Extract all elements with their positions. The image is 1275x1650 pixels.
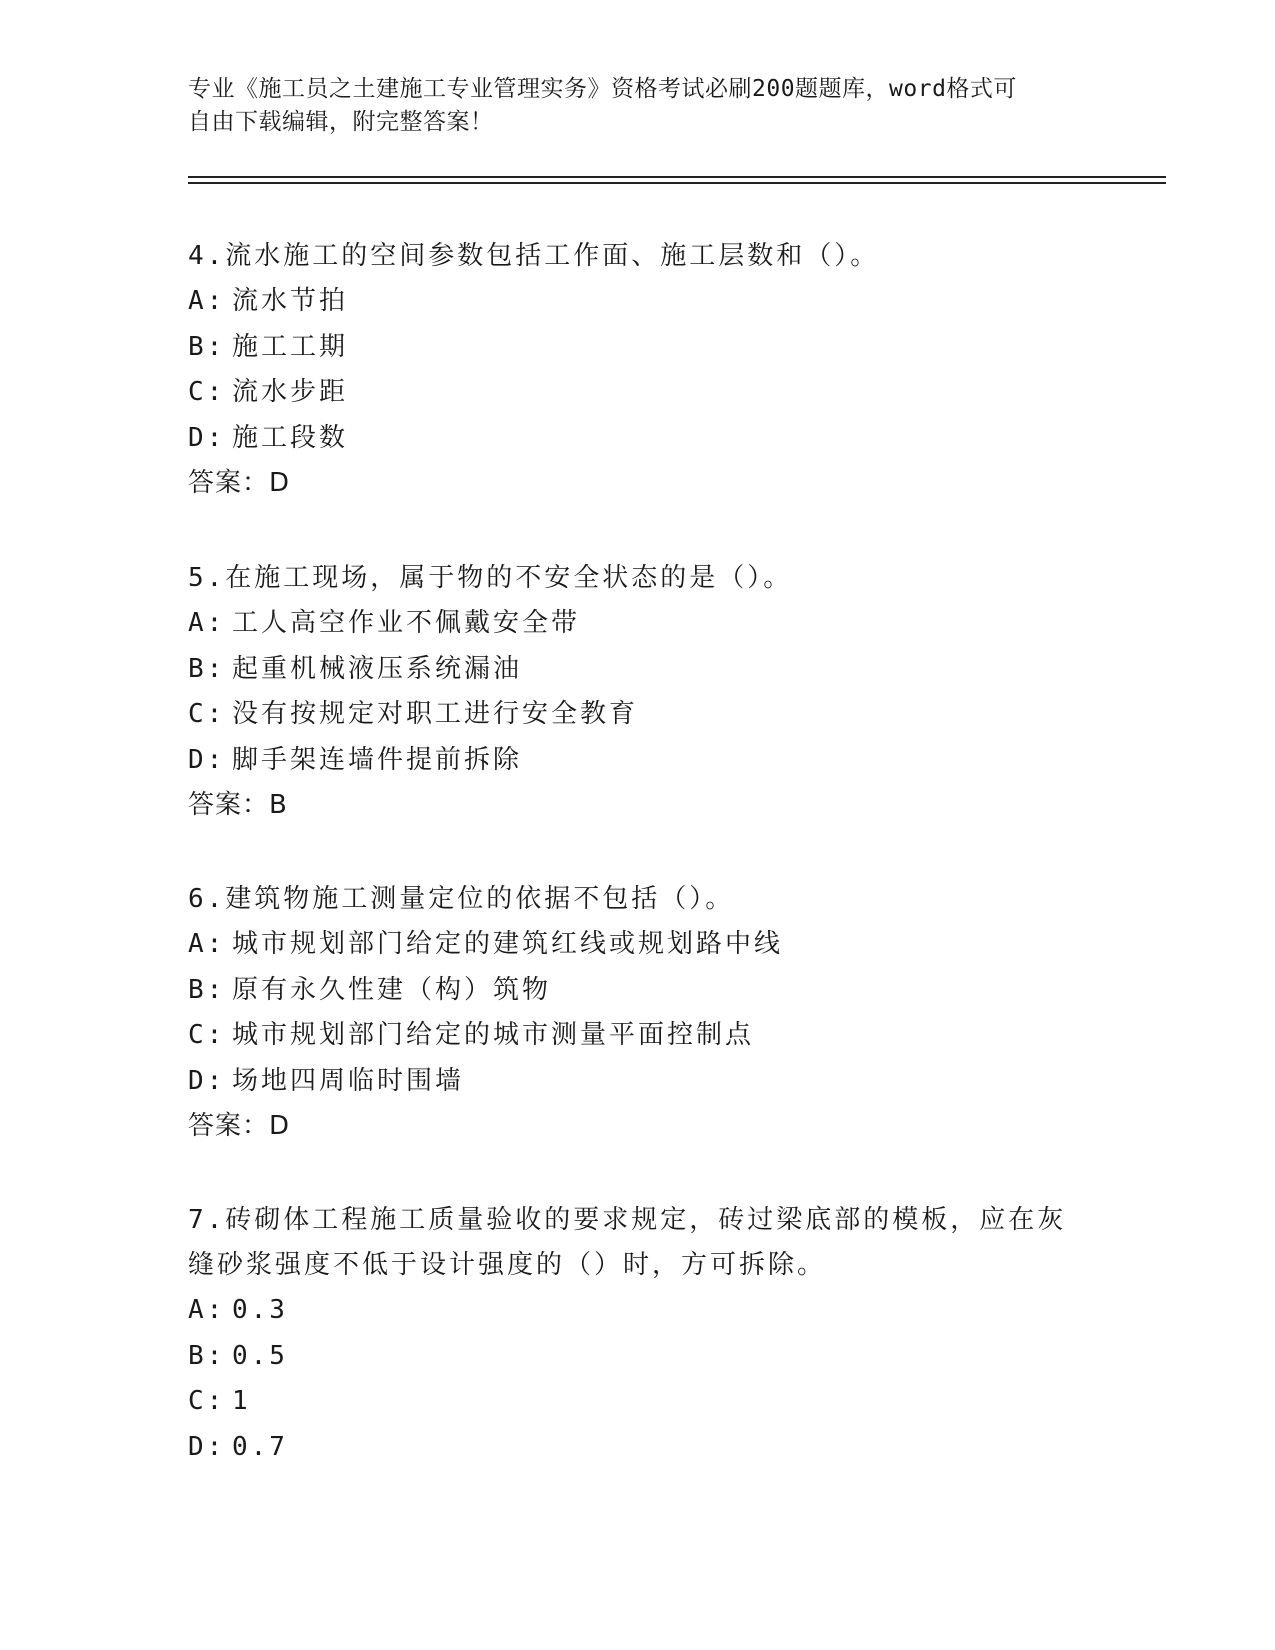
header-divider-bottom [188, 182, 1166, 184]
option-text: 没有按规定对职工进行安全教育 [232, 699, 639, 729]
answer-line: 答案：D [188, 468, 291, 498]
question-7 [188, 1198, 1088, 1470]
option-text: 起重机械液压系统漏油 [232, 653, 523, 684]
option-letter: B: [188, 331, 226, 362]
option-letter: B: [188, 1340, 226, 1371]
option-letter: D: [188, 1065, 226, 1096]
option-b [188, 325, 1088, 371]
option-text: 场地四周临时围墙 [232, 1065, 465, 1096]
option-letter: C: [188, 1020, 226, 1050]
option-text: 工人高空作业不佩戴安全带 [232, 608, 581, 638]
option-text: 流水步距 [232, 377, 349, 407]
option-letter: A: [188, 929, 226, 959]
question-stem: 6.建筑物施工测量定位的依据不包括（）。 [188, 884, 735, 914]
option-b [188, 1334, 1088, 1380]
option-text: 原有永久性建（构）筑物 [232, 974, 552, 1005]
option-c [188, 1379, 1088, 1425]
question-4 [188, 234, 1088, 506]
option-letter: D: [188, 1431, 226, 1462]
document-header [188, 73, 1068, 139]
option-letter: C: [188, 1386, 226, 1416]
option-c [188, 1013, 1088, 1059]
option-d [188, 1425, 1088, 1471]
option-text: 脚手架连墙件提前拆除 [232, 744, 523, 775]
option-text: 0.7 [232, 1431, 288, 1462]
option-text: 施工段数 [232, 422, 349, 453]
question-6 [188, 877, 1088, 1149]
option-letter: D: [188, 744, 226, 775]
option-letter: A: [188, 1295, 226, 1325]
header-line-2: 自由下载编辑，附完整答案！ [188, 109, 494, 135]
question-stem: 7.砖砌体工程施工质量验收的要求规定，砖过梁底部的模板，应在灰缝砂浆强度不低于设计强度的（）时，方可拆除。 [188, 1205, 1067, 1280]
option-a [188, 601, 1088, 647]
option-text: 1 [232, 1386, 251, 1416]
option-text: 0.3 [232, 1295, 288, 1325]
option-text: 城市规划部门给定的城市测量平面控制点 [232, 1020, 755, 1050]
option-letter: C: [188, 377, 226, 407]
option-c [188, 370, 1088, 416]
option-text: 城市规划部门给定的建筑红线或规划路中线 [232, 929, 784, 959]
option-b [188, 647, 1088, 693]
option-c [188, 692, 1088, 738]
option-letter: C: [188, 699, 226, 729]
option-letter: A: [188, 286, 226, 316]
option-a [188, 279, 1088, 325]
option-d [188, 416, 1088, 462]
option-text: 0.5 [232, 1340, 288, 1371]
question-stem: 5.在施工现场，属于物的不安全状态的是（）。 [188, 563, 793, 593]
answer-line: 答案：D [188, 1111, 291, 1141]
option-b [188, 968, 1088, 1014]
option-letter: A: [188, 608, 226, 638]
header-line-1: 专业《施工员之土建施工专业管理实务》资格考试必刷200题题库，word格式可 [188, 76, 1017, 102]
answer-line: 答案：B [188, 790, 288, 820]
option-a [188, 922, 1088, 968]
question-stem: 4.流水施工的空间参数包括工作面、施工层数和（）。 [188, 241, 880, 271]
option-text: 流水节拍 [232, 286, 349, 316]
option-d [188, 1059, 1088, 1105]
option-letter: B: [188, 653, 226, 684]
question-5 [188, 556, 1088, 828]
header-divider-top [188, 176, 1166, 178]
option-text: 施工工期 [232, 331, 349, 362]
option-d [188, 738, 1088, 784]
option-letter: D: [188, 422, 226, 453]
option-letter: B: [188, 974, 226, 1005]
option-a [188, 1288, 1088, 1334]
